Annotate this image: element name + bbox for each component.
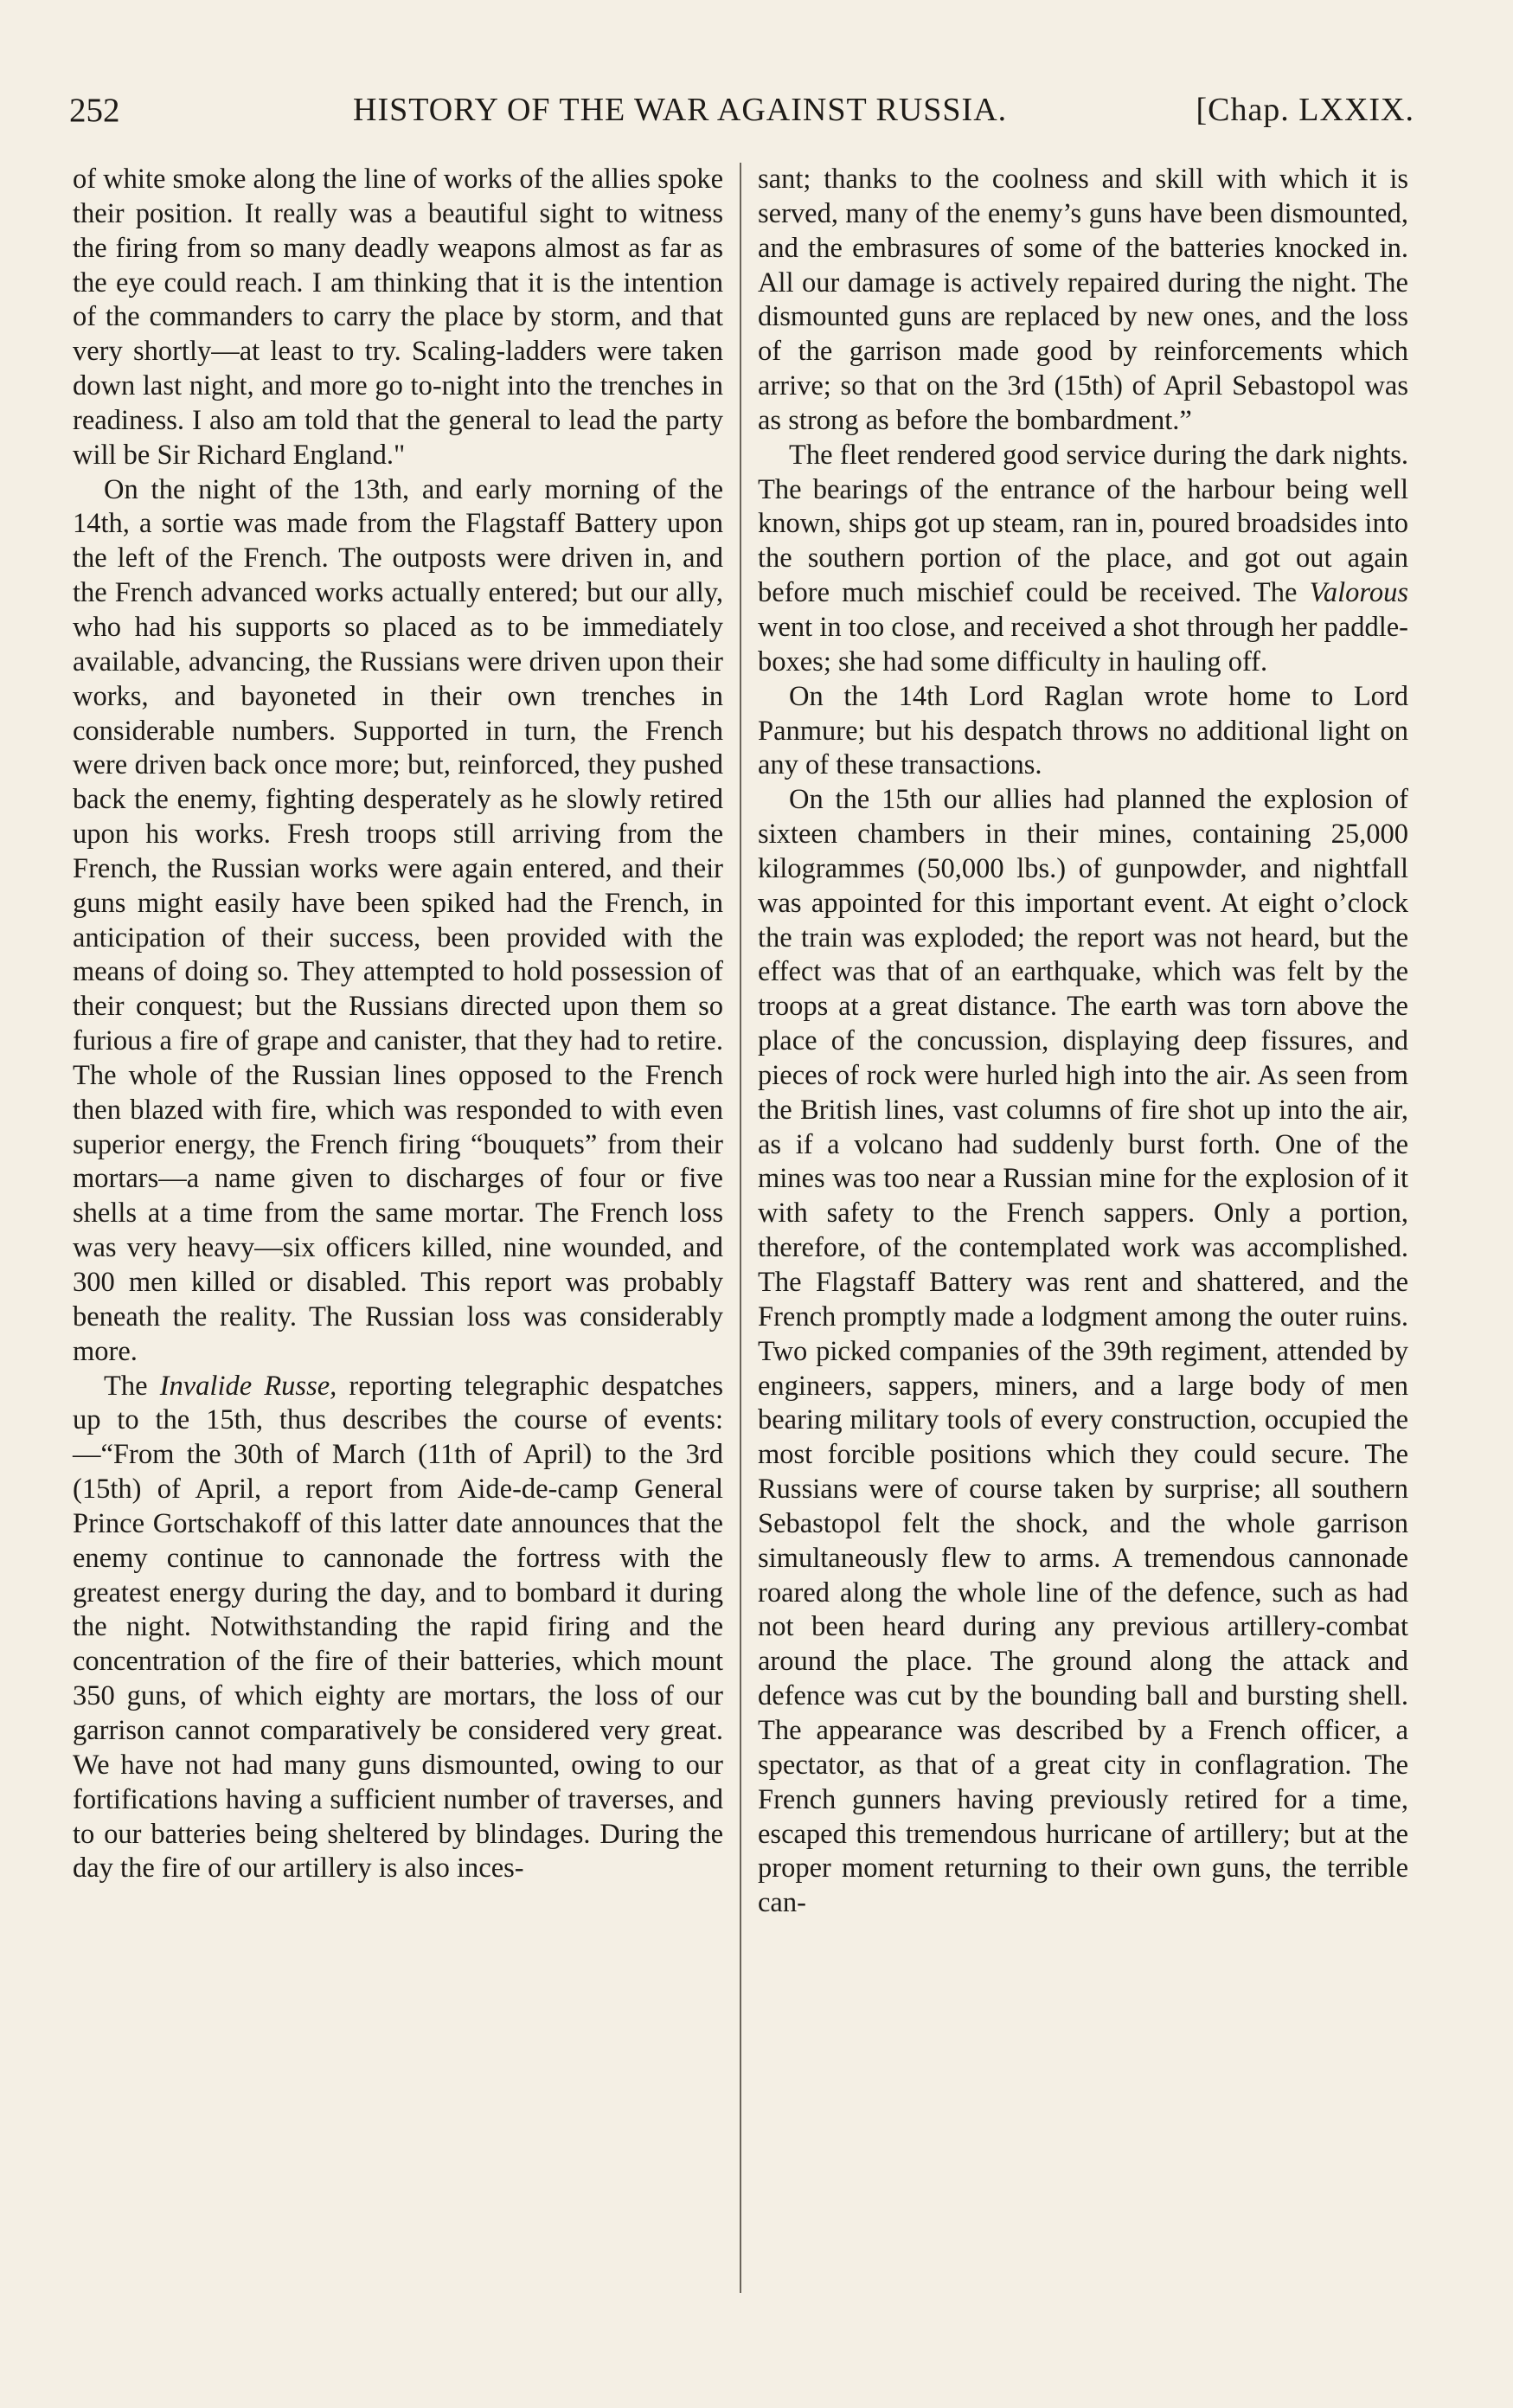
chapter-reference: [Chap. LXXIX. [1196,92,1414,128]
paragraph [73,1370,723,1887]
page-header [69,91,1414,139]
paragraph: On the 15th our allies had planned the explosion of sixteen chambers in their mines, containing 25,000 kilogrammes (50,000 lbs.) of gunpowder, and nightfall was appointed for this important event. At eight o’clock the train was exploded; the report was not heard, but the effect was that of an earthquake, which was felt by the troops at a great distance. The earth was torn above the place of the concussion, displaying deep fissures, and pieces of rock were hurled high into the air. As seen from the British lines, vast columns of fire shot up into the air, as if a volcano had suddenly burst forth. One of the mines was too near a Russian mine for the explosion of it with safety to the French sappers. Only a portion, therefore, of the contemplated work was accomplished. The Flagstaff Battery was rent and shattered, and the French promptly made a lodgment among the outer ruins. Two picked companies of the 39th regiment, attended by engineers, sappers, miners, and a large body of men bearing military tools of every construction, occupied the most forcible positions which they could secure. The Russians were of course taken by surprise; all southern Sebastopol felt the shock, and the whole garrison simultaneously flew to arms. A tremendous cannonade roared along the whole line of the defence, such as had not been heard during any previous artillery-combat around the place. The ground along the attack and defence was cut by the bounding ball and bursting shell. The appearance was described by a French officer, a spectator, as that of a great city in conflagration. The French gunners having previously retired for a time, escaped this tremendous hurricane of artillery; but at the proper moment returning to their own guns, the terrible can- [758,784,1408,1919]
column-divider [740,163,741,2293]
running-title: HISTORY OF THE WAR AGAINST RUSSIA. [353,92,1008,128]
page-number: 252 [69,92,120,129]
paragraph: of white smoke along the line of works of the allies spoke their position. It really was a beautiful sight to witness the firing from so many deadly weapons almost as far as the eye could reach. I am thinking that it is the intention of the commanders to carry the place by storm, and that very shortly—at least to try. Scaling-ladders were taken down last night, and more go to-night into the trenches in readiness. I also am told that the general to lead the party will be Sir Richard England." [73,164,723,471]
paragraph: On the 14th Lord Raglan wrote home to Lord Panmure; but his despatch throws no additional light on any of these transactions. [758,680,1408,781]
text-run: The fleet rendered good service during the dark nights. The bearings of the entrance of the harbour being well known, ships got up steam, ran in, poured broadsides into the southern portion of the place, and got out again before much mischief could be received. The [758,439,1408,609]
paragraph: On the night of the 13th, and early morning of the 14th, a sortie was made from the Flagstaff Battery upon the left of the French. The outposts were driven in, and the French advanced works actually entered; but our ally, who had his supports so placed as to be immediately available, advancing, the Russians were driven upon their works, and bayoneted in their own trenches in considerable numbers. Supported in turn, the French were driven back once more; but, reinforced, they pushed back the enemy, fighting desperately as he slowly retired upon his works. Fresh troops still arriving from the French, the Russian works were again entered, and their guns might easily have been spiked had the French, in anticipation of their success, been provided with the means of doing so. They attempted to hold possession of their conquest; but the Russians directed upon them so furious a fire of grape and canister, that they had to retire. The whole of the Russian lines opposed to the French then blazed with fire, which was responded to with even superior energy, the French firing “bouquets” from their mortars—a name given to discharges of four or five shells at a time from the same mortar. The French loss was very heavy—six officers killed, nine wounded, and 300 men killed or disabled. This report was probably beneath the reality. The Russian loss was considerably more. [73,473,723,1367]
paragraph [758,439,1408,680]
text-run: went in too close, and received a shot through her paddle-boxes; she had some difficulty in hauling off. [758,611,1408,677]
left-column [73,163,723,1886]
right-column [758,163,1408,1921]
italic-title: Invalide Russe, [159,1370,337,1402]
text-run: reporting telegraphic despatches up to the 15th, thus describes the course of events:—“From the 30th of March (11th of April) to the 3rd (15th) of April, a report from Aide-de-camp General Prince Gortschakoff of this latter date announces that the enemy continue to cannonade the fortress with the greatest energy during the day, and to bombard it during the night. Notwithstanding the rapid firing and the concentration of the fire of their batteries, which mount 350 guns, of which eighty are mortars, the loss of our garrison cannot comparatively be considered very great. We have not had many guns dismounted, owing to our fortifications having a sufficient number of traverses, and to our batteries being sheltered by blindages. During the day the fire of our artillery is also inces- [73,1370,723,1885]
ship-name: Valorous [1309,577,1408,609]
text-run: The [104,1370,160,1402]
paragraph: sant; thanks to the coolness and skill with which it is served, many of the enemy’s guns have been dismounted, and the embrasures of some of the batteries knocked in. All our damage is actively repaired during the night. The dismounted guns are replaced by new ones, and the loss of the garrison made good by reinforcements which arrive; so that on the 3rd (15th) of April Sebastopol was as strong as before the bombardment.” [758,164,1408,436]
